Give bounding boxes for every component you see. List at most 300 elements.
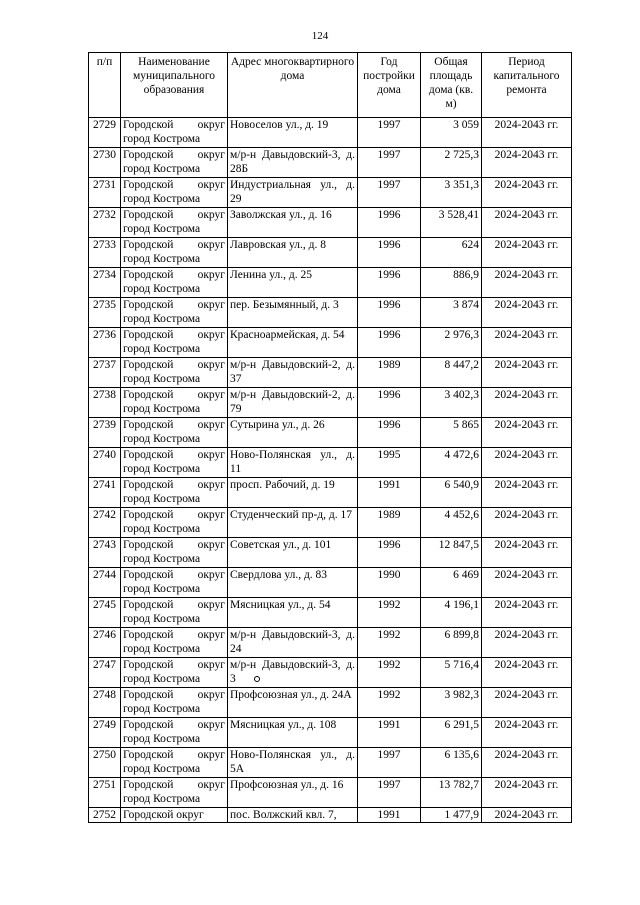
row-number-cell [89, 328, 121, 358]
period-cell [482, 628, 572, 658]
year-cell [358, 238, 421, 268]
area-cell [421, 748, 482, 778]
municipality-cell-text: Городской округ город Кострома [123, 239, 225, 265]
area-cell [421, 268, 482, 298]
row-number-cell-text: 2743 [93, 539, 116, 551]
year-cell-text: 1997 [377, 149, 401, 161]
municipality-cell-text: Городской округ город Кострома [123, 119, 225, 145]
period-cell-text: 2024-2043 гг. [494, 179, 559, 191]
municipality-cell-text: Городской округ город Кострома [123, 509, 225, 535]
row-number-cell [89, 148, 121, 178]
row-number-cell-text: 2738 [93, 389, 116, 401]
period-cell [482, 358, 572, 388]
area-cell [421, 718, 482, 748]
period-cell [482, 478, 572, 508]
row-number-cell-text: 2752 [93, 809, 116, 821]
period-cell [482, 748, 572, 778]
area-cell [421, 478, 482, 508]
address-cell [228, 208, 358, 238]
year-cell [358, 598, 421, 628]
year-cell [358, 658, 421, 688]
year-cell [358, 628, 421, 658]
municipality-cell [121, 148, 228, 178]
area-cell [421, 178, 482, 208]
area-cell-text: 5 865 [453, 419, 479, 431]
area-cell-text: 5 716,4 [444, 659, 479, 671]
municipality-cell [121, 628, 228, 658]
table-row [89, 298, 572, 328]
year-cell [358, 328, 421, 358]
address-cell [228, 178, 358, 208]
period-cell [482, 178, 572, 208]
period-cell-text: 2024-2043 гг. [494, 419, 559, 431]
row-number-cell-text: 2750 [93, 749, 116, 761]
period-cell [482, 388, 572, 418]
area-cell-text: 6 135,6 [444, 749, 479, 761]
year-cell [358, 118, 421, 148]
address-cell [228, 808, 358, 823]
municipality-cell-text: Городской округ город Кострома [123, 539, 225, 565]
table-row [89, 658, 572, 688]
municipality-cell [121, 718, 228, 748]
area-cell-text: 6 540,9 [444, 479, 479, 491]
address-cell-text: Новоселов ул., д. 19 [230, 119, 329, 131]
table-row [89, 748, 572, 778]
year-cell [358, 178, 421, 208]
address-cell-text: пер. Безымянный, д. 3 [230, 299, 339, 311]
area-cell [421, 358, 482, 388]
period-cell-text: 2024-2043 гг. [494, 209, 559, 221]
table-row [89, 628, 572, 658]
scan-mark-icon [254, 676, 260, 682]
area-cell-text: 4 196,1 [444, 599, 479, 611]
address-cell [228, 568, 358, 598]
year-cell-text: 1991 [377, 479, 401, 491]
address-cell [228, 598, 358, 628]
municipality-cell [121, 328, 228, 358]
year-cell-text: 1996 [377, 239, 401, 251]
address-cell-text: м/р-н Давыдовский-3, д. 24 [230, 629, 355, 655]
year-cell-text: 1989 [377, 359, 401, 371]
area-cell [421, 688, 482, 718]
area-cell [421, 538, 482, 568]
period-cell-text: 2024-2043 гг. [494, 749, 559, 761]
area-cell-text: 624 [461, 239, 479, 251]
address-cell-text: Ленина ул., д. 25 [230, 269, 312, 281]
row-number-cell-text: 2736 [93, 329, 116, 341]
table-row [89, 448, 572, 478]
address-cell [228, 448, 358, 478]
page-number: 124 [311, 30, 329, 42]
address-cell-text: Сутырина ул., д. 26 [230, 419, 325, 431]
year-cell-text: 1990 [377, 569, 401, 581]
row-number-cell [89, 298, 121, 328]
year-cell [358, 478, 421, 508]
area-cell [421, 778, 482, 808]
year-cell-text: 1996 [377, 299, 401, 311]
period-cell [482, 658, 572, 688]
area-cell-text: 3 874 [453, 299, 479, 311]
row-number-cell-text: 2742 [93, 509, 116, 521]
address-cell-text: м/р-н Давыдовский-3, д. 3 [230, 659, 355, 685]
period-cell-text: 2024-2043 гг. [494, 779, 559, 791]
municipality-cell-text: Городской округ город Кострома [123, 329, 225, 355]
address-cell-text: Красноармейская, д. 54 [230, 329, 345, 341]
year-cell-text: 1989 [377, 509, 401, 521]
municipality-cell-text: Городской округ город Кострома [123, 689, 225, 715]
area-cell-text: 886,9 [453, 269, 479, 281]
period-cell [482, 298, 572, 328]
year-cell [358, 358, 421, 388]
period-cell [482, 208, 572, 238]
period-cell-text: 2024-2043 гг. [494, 479, 559, 491]
municipality-cell [121, 508, 228, 538]
period-cell [482, 508, 572, 538]
address-cell [228, 688, 358, 718]
year-cell-text: 1992 [377, 659, 401, 671]
table-row [89, 508, 572, 538]
period-cell-text: 2024-2043 гг. [494, 359, 559, 371]
row-number-cell [89, 688, 121, 718]
area-cell [421, 298, 482, 328]
area-cell [421, 118, 482, 148]
period-cell [482, 688, 572, 718]
area-cell-text: 6 469 [453, 569, 479, 581]
year-cell [358, 778, 421, 808]
municipality-cell [121, 568, 228, 598]
row-number-cell-text: 2737 [93, 359, 116, 371]
row-number-cell [89, 268, 121, 298]
area-cell [421, 808, 482, 823]
row-number-cell [89, 418, 121, 448]
period-cell-text: 2024-2043 гг. [494, 599, 559, 611]
area-cell [421, 238, 482, 268]
address-cell-text: просп. Рабочий, д. 19 [230, 479, 335, 491]
year-cell-text: 1997 [377, 119, 401, 131]
year-cell [358, 568, 421, 598]
area-cell [421, 508, 482, 538]
table-row [89, 208, 572, 238]
area-cell-text: 2 725,3 [444, 149, 479, 161]
municipality-cell [121, 688, 228, 718]
municipality-cell-text: Городской округ город Кострома [123, 629, 225, 655]
year-cell-text: 1991 [377, 719, 401, 731]
row-number-cell-text: 2748 [93, 689, 116, 701]
municipality-cell [121, 448, 228, 478]
row-number-cell-text: 2740 [93, 449, 116, 461]
row-number-cell-text: 2741 [93, 479, 116, 491]
row-number-cell-text: 2729 [93, 119, 116, 131]
period-cell [482, 538, 572, 568]
address-cell [228, 538, 358, 568]
municipality-cell [121, 748, 228, 778]
period-cell-text: 2024-2043 гг. [494, 509, 559, 521]
table-row [89, 478, 572, 508]
row-number-cell [89, 568, 121, 598]
header-municipality: Наименование муниципального образования [121, 53, 228, 118]
period-cell-text: 2024-2043 гг. [494, 389, 559, 401]
row-number-cell-text: 2730 [93, 149, 116, 161]
period-cell [482, 148, 572, 178]
table-row [89, 568, 572, 598]
year-cell [358, 748, 421, 778]
area-cell [421, 328, 482, 358]
year-cell-text: 1996 [377, 419, 401, 431]
address-cell-text: Мясницкая ул., д. 54 [230, 599, 331, 611]
municipality-cell [121, 268, 228, 298]
table-row [89, 718, 572, 748]
address-cell [228, 358, 358, 388]
address-cell [228, 328, 358, 358]
row-number-cell-text: 2734 [93, 269, 116, 281]
table-row [89, 178, 572, 208]
row-number-cell-text: 2749 [93, 719, 116, 731]
period-cell-text: 2024-2043 гг. [494, 299, 559, 311]
year-cell-text: 1997 [377, 779, 401, 791]
period-cell [482, 118, 572, 148]
area-cell-text: 8 447,2 [444, 359, 479, 371]
table-row [89, 808, 572, 823]
period-cell [482, 808, 572, 823]
municipality-cell [121, 358, 228, 388]
area-cell [421, 658, 482, 688]
area-cell-text: 3 528,41 [438, 209, 479, 221]
address-cell [228, 718, 358, 748]
municipality-cell-text: Городской округ город Кострома [123, 389, 225, 415]
area-cell-text: 4 472,6 [444, 449, 479, 461]
row-number-cell [89, 208, 121, 238]
table-row [89, 598, 572, 628]
table-row [89, 388, 572, 418]
address-cell [228, 628, 358, 658]
year-cell [358, 418, 421, 448]
address-cell [228, 778, 358, 808]
row-number-cell-text: 2744 [93, 569, 116, 581]
municipality-cell-text: Городской округ город Кострома [123, 179, 225, 205]
address-cell [228, 418, 358, 448]
municipality-cell [121, 808, 228, 823]
address-cell [228, 238, 358, 268]
table-row [89, 358, 572, 388]
year-cell [358, 148, 421, 178]
municipality-cell [121, 118, 228, 148]
municipality-cell-text: Городской округ город Кострома [123, 269, 225, 295]
address-cell [228, 508, 358, 538]
area-cell [421, 388, 482, 418]
area-cell-text: 2 976,3 [444, 329, 479, 341]
row-number-cell [89, 478, 121, 508]
period-cell [482, 418, 572, 448]
area-cell [421, 448, 482, 478]
year-cell-text: 1996 [377, 329, 401, 341]
address-cell-text: Индустриальная ул., д. 29 [230, 179, 355, 205]
address-cell [228, 118, 358, 148]
municipality-cell-text: Городской округ город Кострома [123, 449, 225, 475]
municipality-cell [121, 208, 228, 238]
row-number-cell [89, 748, 121, 778]
period-cell-text: 2024-2043 гг. [494, 149, 559, 161]
row-number-cell-text: 2751 [93, 779, 116, 791]
period-cell-text: 2024-2043 гг. [494, 269, 559, 281]
year-cell [358, 808, 421, 823]
period-cell [482, 328, 572, 358]
period-cell [482, 268, 572, 298]
row-number-cell [89, 628, 121, 658]
area-cell-text: 6 291,5 [444, 719, 479, 731]
row-number-cell-text: 2732 [93, 209, 116, 221]
year-cell-text: 1996 [377, 389, 401, 401]
table-row [89, 148, 572, 178]
period-cell-text: 2024-2043 гг. [494, 239, 559, 251]
area-cell-text: 3 402,3 [444, 389, 479, 401]
year-cell [358, 718, 421, 748]
year-cell [358, 448, 421, 478]
table-row [89, 538, 572, 568]
area-cell-text: 3 982,3 [444, 689, 479, 701]
period-cell-text: 2024-2043 гг. [494, 569, 559, 581]
area-cell [421, 148, 482, 178]
address-cell-text: Профсоюзная ул., д. 24А [230, 689, 352, 701]
year-cell [358, 268, 421, 298]
municipality-cell [121, 388, 228, 418]
header-year: Год постройки дома [358, 53, 421, 118]
period-cell-text: 2024-2043 гг. [494, 119, 559, 131]
period-cell-text: 2024-2043 гг. [494, 539, 559, 551]
year-cell [358, 208, 421, 238]
row-number-cell [89, 238, 121, 268]
address-cell-text: Заволжская ул., д. 16 [230, 209, 332, 221]
address-cell-text: м/р-н Давыдовский-2, д. 79 [230, 389, 355, 415]
municipality-cell-text: Городской округ город Кострома [123, 149, 225, 175]
area-cell [421, 208, 482, 238]
municipality-cell [121, 298, 228, 328]
municipality-cell-text: Городской округ город Кострома [123, 299, 225, 325]
address-cell-text: пос. Волжский квл. 7, [230, 809, 337, 821]
table-row [89, 778, 572, 808]
year-cell [358, 298, 421, 328]
address-cell-text: м/р-н Давыдовский-2, д. 37 [230, 359, 355, 385]
area-cell [421, 598, 482, 628]
year-cell-text: 1996 [377, 539, 401, 551]
period-cell [482, 238, 572, 268]
table-row [89, 238, 572, 268]
area-cell-text: 3 059 [453, 119, 479, 131]
area-cell [421, 628, 482, 658]
address-cell [228, 478, 358, 508]
year-cell [358, 388, 421, 418]
year-cell [358, 538, 421, 568]
municipality-cell [121, 658, 228, 688]
row-number-cell-text: 2746 [93, 629, 116, 641]
table-row [89, 688, 572, 718]
address-cell-text: Лавровская ул., д. 8 [230, 239, 326, 251]
row-number-cell [89, 118, 121, 148]
address-cell-text: Ново-Полянская ул., д. 5А [230, 749, 355, 775]
address-cell-text: м/р-н Давыдовский-3, д. 28Б [230, 149, 355, 175]
table-header-row [89, 53, 572, 118]
row-number-cell [89, 718, 121, 748]
address-cell [228, 658, 358, 688]
address-cell [228, 148, 358, 178]
area-cell-text: 4 452,6 [444, 509, 479, 521]
municipality-cell-text: Городской округ город Кострома [123, 659, 225, 685]
area-cell [421, 568, 482, 598]
period-cell [482, 718, 572, 748]
area-cell-text: 6 899,8 [444, 629, 479, 641]
municipality-cell [121, 178, 228, 208]
municipality-cell-text: Городской округ город Кострома [123, 599, 225, 625]
row-number-cell-text: 2745 [93, 599, 116, 611]
municipality-cell [121, 538, 228, 568]
year-cell-text: 1997 [377, 749, 401, 761]
municipality-cell-text: Городской округ город Кострома [123, 359, 225, 385]
year-cell-text: 1992 [377, 689, 401, 701]
row-number-cell-text: 2735 [93, 299, 116, 311]
year-cell [358, 688, 421, 718]
row-number-cell-text: 2747 [93, 659, 116, 671]
row-number-cell [89, 388, 121, 418]
table-row [89, 268, 572, 298]
header-period: Период капитального ремонта [482, 53, 572, 118]
year-cell [358, 508, 421, 538]
row-number-cell [89, 778, 121, 808]
period-cell-text: 2024-2043 гг. [494, 449, 559, 461]
municipality-cell-text: Городской округ город Кострома [123, 419, 225, 445]
address-cell-text: Свердлова ул., д. 83 [230, 569, 328, 581]
row-number-cell-text: 2733 [93, 239, 116, 251]
period-cell [482, 568, 572, 598]
municipality-cell [121, 418, 228, 448]
municipality-cell-text: Городской округ [123, 809, 204, 821]
municipality-cell [121, 238, 228, 268]
header-num: п/п [89, 53, 121, 118]
municipality-cell-text: Городской округ город Кострома [123, 779, 225, 805]
header-area: Общая площадь дома (кв. м) [421, 53, 482, 118]
municipality-cell-text: Городской округ город Кострома [123, 209, 225, 235]
year-cell-text: 1996 [377, 269, 401, 281]
period-cell-text: 2024-2043 гг. [494, 689, 559, 701]
year-cell-text: 1997 [377, 179, 401, 191]
table-row [89, 328, 572, 358]
period-cell [482, 598, 572, 628]
year-cell-text: 1996 [377, 209, 401, 221]
row-number-cell [89, 598, 121, 628]
housing-registry-table [88, 52, 572, 823]
row-number-cell [89, 508, 121, 538]
row-number-cell [89, 178, 121, 208]
year-cell-text: 1992 [377, 629, 401, 641]
row-number-cell [89, 538, 121, 568]
municipality-cell-text: Городской округ город Кострома [123, 569, 225, 595]
area-cell-text: 13 782,7 [438, 779, 479, 791]
address-cell [228, 388, 358, 418]
row-number-cell [89, 658, 121, 688]
row-number-cell [89, 808, 121, 823]
row-number-cell [89, 358, 121, 388]
address-cell [228, 268, 358, 298]
row-number-cell-text: 2731 [93, 179, 116, 191]
row-number-cell [89, 448, 121, 478]
address-cell [228, 748, 358, 778]
address-cell-text: Профсоюзная ул., д. 16 [230, 779, 344, 791]
period-cell-text: 2024-2043 гг. [494, 659, 559, 671]
municipality-cell [121, 478, 228, 508]
header-address: Адрес многоквартирного дома [228, 53, 358, 118]
period-cell-text: 2024-2043 гг. [494, 329, 559, 341]
address-cell [228, 298, 358, 328]
period-cell-text: 2024-2043 гг. [494, 629, 559, 641]
year-cell-text: 1991 [377, 809, 401, 821]
